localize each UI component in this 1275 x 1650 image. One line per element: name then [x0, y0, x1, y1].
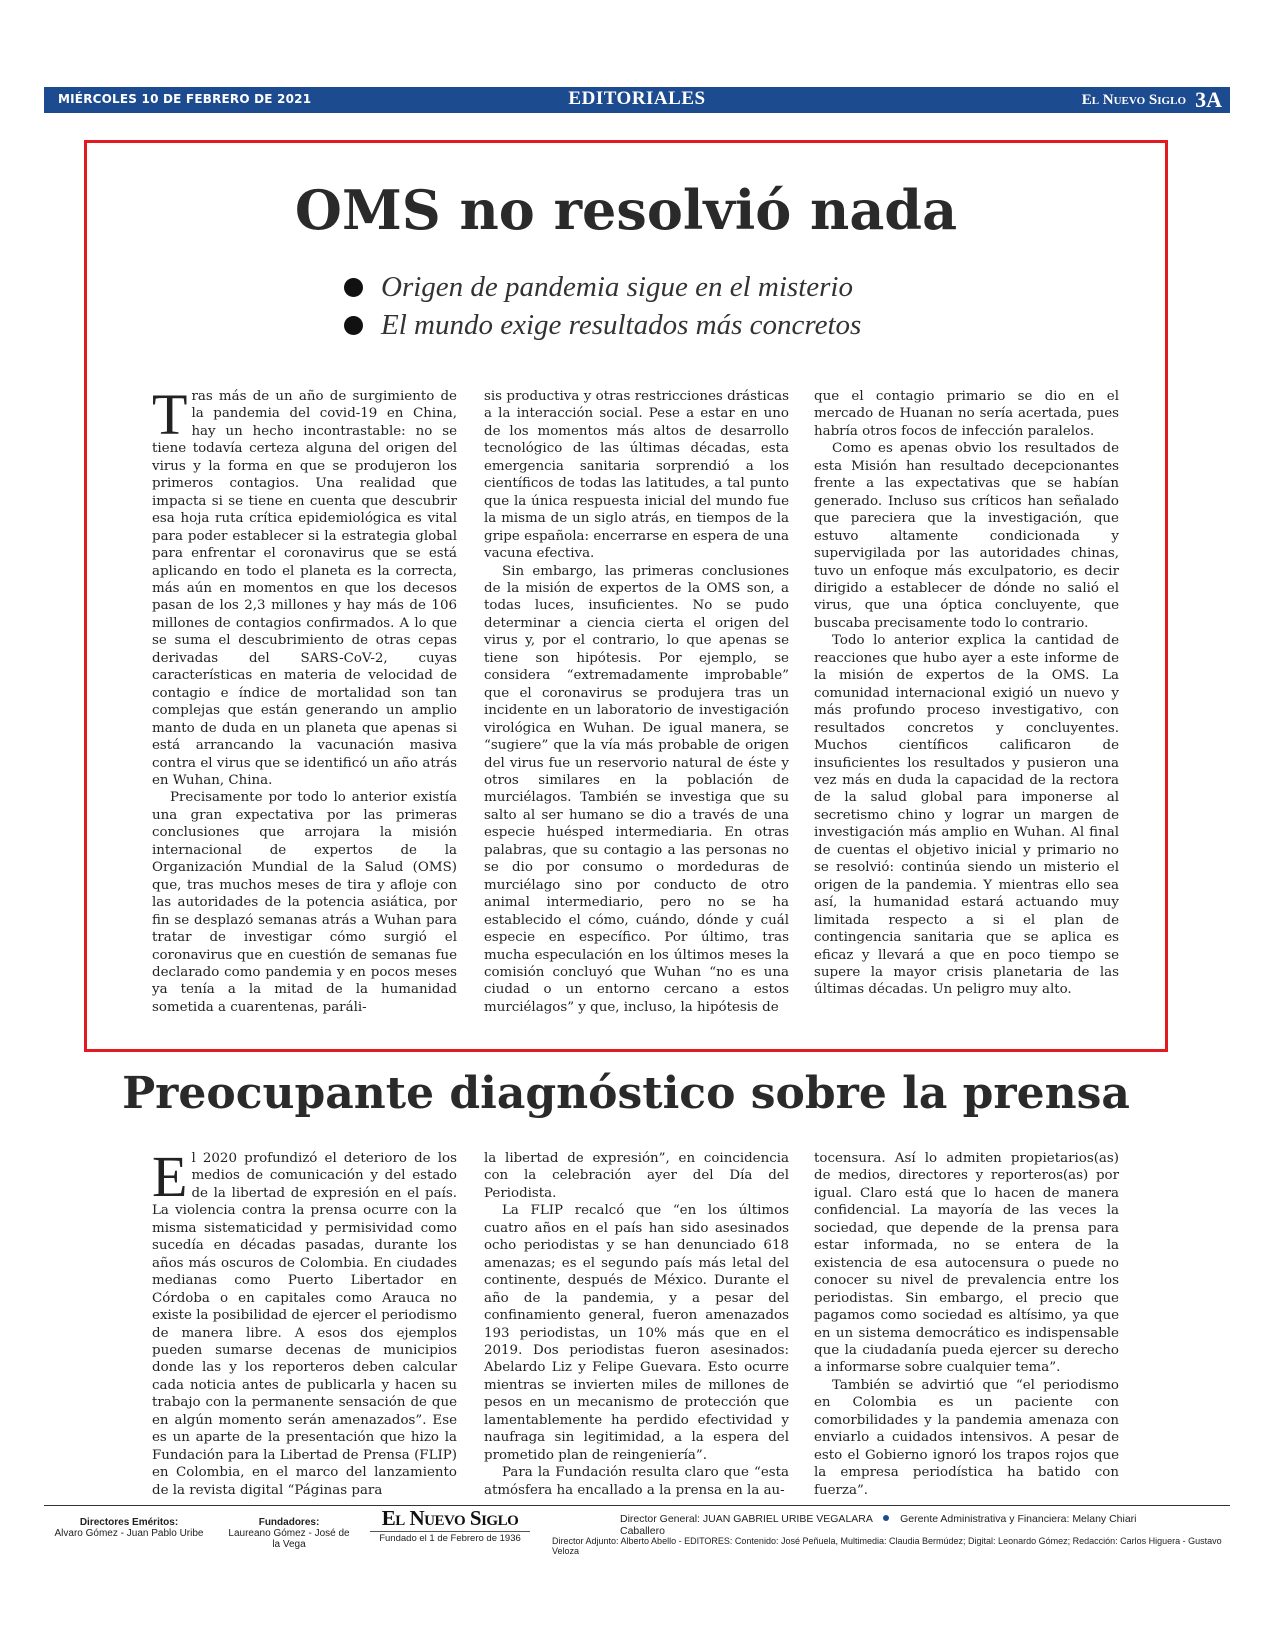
paragraph: sis productiva y otras restricciones drásticas a la interacción social. Pese a estar en uno de los momentos más altos de desarrollo tecnológico de las últimas décadas, esta emergencia sanitaria sorprendió a los científicos de todas las latitudes, a tal punto que la única respuesta inicial del mundo fue la misma de un siglo atrás, en tiempos de la gripe española: encerrarse en espera de una vacuna efectiva.	[484, 389, 789, 562]
footer-fundadores	[224, 1517, 354, 1550]
paragraph: Todo lo anterior explica la cantidad de reacciones que hubo ayer a este informe de la misión de expertos de la OMS. La comunidad internacional exigió un nuevo y más profundo proceso investigativo, con resultados concretos y concluyentes. Muchos científicos calificaron de insuficientes los resultados y pusieron una vez más en duda la capacidad de la rectora de la salud global para imponerse al secretismo chino y lograr un margen de investigación más amplio en Wuhan. Al final de cuentas el objetivo inicial y primario no se resolvió: continúa siendo un misterio el origen de la pandemia. Y mientras ello sea así, la humanidad estará actuando muy limitada respecto a si el plan de contingencia sanitaria que se aplica es eficaz y llevará a que en poco tiempo se supere la mayor crisis planetaria de las últimas décadas. Un peligro muy alto.	[814, 633, 1119, 998]
paragraph: la libertad de expresión”, en coincidencia con la celebración ayer del Día del Periodista.	[484, 1151, 789, 1201]
paragraph: Precisamente por todo lo anterior existía una gran expectativa por las primeras conclusiones que arrojara la misión internacional de expertos de la Organización Mundial de la Salud (OMS) que, tras muchos meses de tira y afloje con las autoridades de la potencia asiática, por fin se desplazó semanas atrás a Wuhan para tratar de investigar cómo surgió el coronavirus que en cuestión de semanas fue declarado como pandemia y en pocos meses ya tenía a la mitad de la humanidad sometida a cuarentenas, paráli-	[152, 790, 457, 1015]
gerente-name: Melany Chiari Caballero	[620, 1513, 1137, 1537]
paragraph: Sin embargo, las primeras conclusiones de la misión de expertos de la OMS son, a todas luces, insuficientes. No se pudo determinar a ciencia cierta el origen del virus y, por el contrario, lo que apenas se tiene son hipótesis. Por ejemplo, se considera “extremadamente improbable” que el coronavirus se produjera tras un incidente en un laboratorio de investigación virológica en Wuhan. De igual manera, se “sugiere” que la vía más probable de origen del virus fue un reservorio natural de éste y otros similares en la población de murciélagos. También se investiga que su salto al ser humano se dio a través de una especie huésped intermediaria. En otras palabras, que su contagio a las personas no se dio por consumo o mordeduras de murciélago sino por conducto de otro animal intermediario, pero no se ha establecido el cómo, cuándo, dónde y cuál especie en específico. Por último, tras mucha especulación en los últimos meses la comisión concluyó que Wuhan “no es una ciudad o un entorno cercano a estos murciélagos” y que, incluso, la hipótesis de	[484, 563, 789, 1015]
editorial-2-column-2	[484, 1150, 789, 1498]
page-number: 3A	[1195, 87, 1222, 112]
footer-editors: Director Adjunto: Alberto Abello - EDITORES: Contenido: José Peñuela, Multimedia: Claudia Bermúdez; Digital: Leonardo Gómez; Redacción: Carlos Higuera - Gustavo Veloza	[552, 1536, 1222, 1556]
paragraph: Para la Fundación resulta claro que “esta atmósfera ha encallado a la prensa en la au-	[484, 1465, 789, 1498]
paragraph: Como es apenas obvio los resultados de esta Misión han resultado decepcionantes frente a las expectativas que se habían generado. Incluso sus críticos han señalado que pareciera que la investigación, que estuvo altamente condicionada y supervigilada por las autoridades chinas, tuvo un enfoque más exculpatorio, es decir dirigido a establecer de dónde no salió el virus, que una óptica concluyente, que buscaba precisamente todo lo contrario.	[814, 441, 1119, 631]
director-name: JUAN GABRIEL URIBE VEGALARA	[702, 1513, 873, 1525]
section-title: EDITORIALES	[568, 88, 706, 109]
editorial-1-column-3	[814, 388, 1119, 1038]
editorial-1-title: OMS no resolvió nada	[294, 178, 958, 242]
drop-cap: E	[152, 1144, 188, 1209]
footer-label: Directores Eméritos:	[79, 1517, 179, 1528]
bullet-dot-icon	[344, 316, 363, 335]
drop-cap: T	[152, 382, 188, 447]
gerente-label: Gerente Administrativa y Financiera:	[900, 1513, 1070, 1525]
subhead-item	[344, 268, 861, 306]
subhead-text: Origen de pandemia sigue en el misterio	[381, 270, 853, 303]
paragraph: que el contagio primario se dio en el mercado de Huanan no sería acertada, pues habría otros focos de infección paralelos.	[814, 389, 1119, 439]
bullet-dot-icon	[344, 278, 363, 297]
footer-directores-emeritos	[44, 1517, 214, 1539]
header-brand-logo: El Nuevo Siglo	[1081, 92, 1186, 108]
paragraph: tocensura. Así lo admiten propietarios(as) de medios, directores y reporteros(as) por igual. Claro está que lo hacen de manera confidencial. La mayoría de las veces la sociedad, que depende de la prensa para estar informada, no se entera de la existencia de esa autocensura o puede no conocer su nivel de prevalencia entre los periodistas. Sin embargo, el precio que pagamos como sociedad es altísimo, ya que en un sistema democrático es indispensable que la ciudadanía pueda ejercer su derecho a informarse sobre cualquier tema”.	[814, 1151, 1119, 1376]
editorial-1-subheads	[344, 268, 861, 344]
paragraph: l 2020 profundizó el deterioro de los medios de comunicación y del estado de la libertad de expresión en el país. La violencia contra la prensa ocurre con la misma sistematicidad y permisividad como sucedía en décadas pasadas, durante los años más oscuros de Colombia. En ciudades medianas como Puerto Libertador en Córdoba o en capitales como Arauca no existe la posibilidad de ejercer el periodismo de manera libre. A esos dos ejemplos pueden sumarse decenas de municipios donde las y los reporteros deben calcular cada noticia antes de publicarla y hacen su trabajo con la permanente sensación de que en algún momento serán amenazados”. Ese es un aparte de la presentación que hizo la Fundación para la Libertad de Prensa (FLIP) en Colombia, en el marco del lanzamiento de la revista digital “Páginas para	[152, 1151, 457, 1498]
editorial-1-column-1	[152, 382, 457, 1038]
director-label: Director General:	[620, 1513, 700, 1525]
separator-dot-icon	[883, 1515, 889, 1521]
paragraph: La FLIP recalcó que “en los últimos cuatro años en el país han sido asesinados ocho periodistas y se han denunciado 618 amenazas; es el segundo país más letal del continente, después de México. Durante el año de la pandemia, y a pesar del confinamiento general, fueron amenazados 193 periodistas, un 10% más que en el 2019. Dos periodistas fueron asesinados: Abelardo Liz y Felipe Guevara. Esto ocurre mientras se invierten miles de millones de pesos en un mecanismo de protección que lamentablemente ha perdido efectividad y naufraga sin legitimidad, a la espera del prometido plan de reingeniería”.	[484, 1203, 789, 1463]
editorial-2-column-1	[152, 1144, 457, 1498]
editorial-1-column-2	[484, 388, 789, 1038]
footer-label: Fundadores:	[258, 1517, 320, 1528]
editorial-2-title: Preocupante diagnóstico sobre la prensa	[122, 1068, 1130, 1119]
page-header-bar	[44, 87, 1230, 113]
paragraph: ras más de un año de surgimiento de la pandemia del covid-19 en China, hay un hecho incontrastable: no se tiene todavía certeza alguna del origen del virus y la forma en que se produjeron los primeros contagios. Una realidad que impacta si se tiene en cuenta que descubrir esa hoja ruta crítica epidemiológica es vital para poder establecer si la estrategia global para enfrentar el coronavirus que se está aplicando en todo el planeta es la correcta, más aún en momentos en que los decesos pasan de los 2,3 millones y hay más de 106 millones de contagios confirmados. A lo que se suma el descubrimiento de otras cepas derivadas del SARS-CoV-2, cuyas características en materia de velocidad de contagio e índice de mortalidad son tan complejas que están generando un amplio manto de duda en un planeta que apenas si está arrancando la vacunación masiva contra el virus que se identificó un año atrás en Wuhan, China.	[152, 389, 457, 788]
founded-date: Fundado el 1 de Febrero de 1936	[370, 1531, 530, 1544]
editorial-2-column-3	[814, 1150, 1119, 1498]
subhead-text: El mundo exige resultados más concretos	[381, 308, 862, 341]
footer-logo	[370, 1506, 530, 1544]
header-date: MIÉRCOLES 10 DE FEBRERO DE 2021	[58, 92, 312, 106]
footer-names: Laureano Gómez - José de la Vega	[228, 1528, 350, 1550]
footer-directors	[620, 1513, 1180, 1537]
footer-names: Alvaro Gómez - Juan Pablo Uribe	[54, 1528, 204, 1539]
paragraph: También se advirtió que “el periodismo en Colombia es un paciente con comorbilidades y la pandemia amenaza con enviarlo a cuidados intensivos. A pesar de esto el Gobierno ignoró los trapos rojos que la empresa periodística ha batido con fuerza”.	[814, 1377, 1119, 1498]
footer-divider	[44, 1505, 1230, 1506]
newspaper-logo: El Nuevo Siglo	[381, 1506, 519, 1530]
subhead-item	[344, 306, 861, 344]
